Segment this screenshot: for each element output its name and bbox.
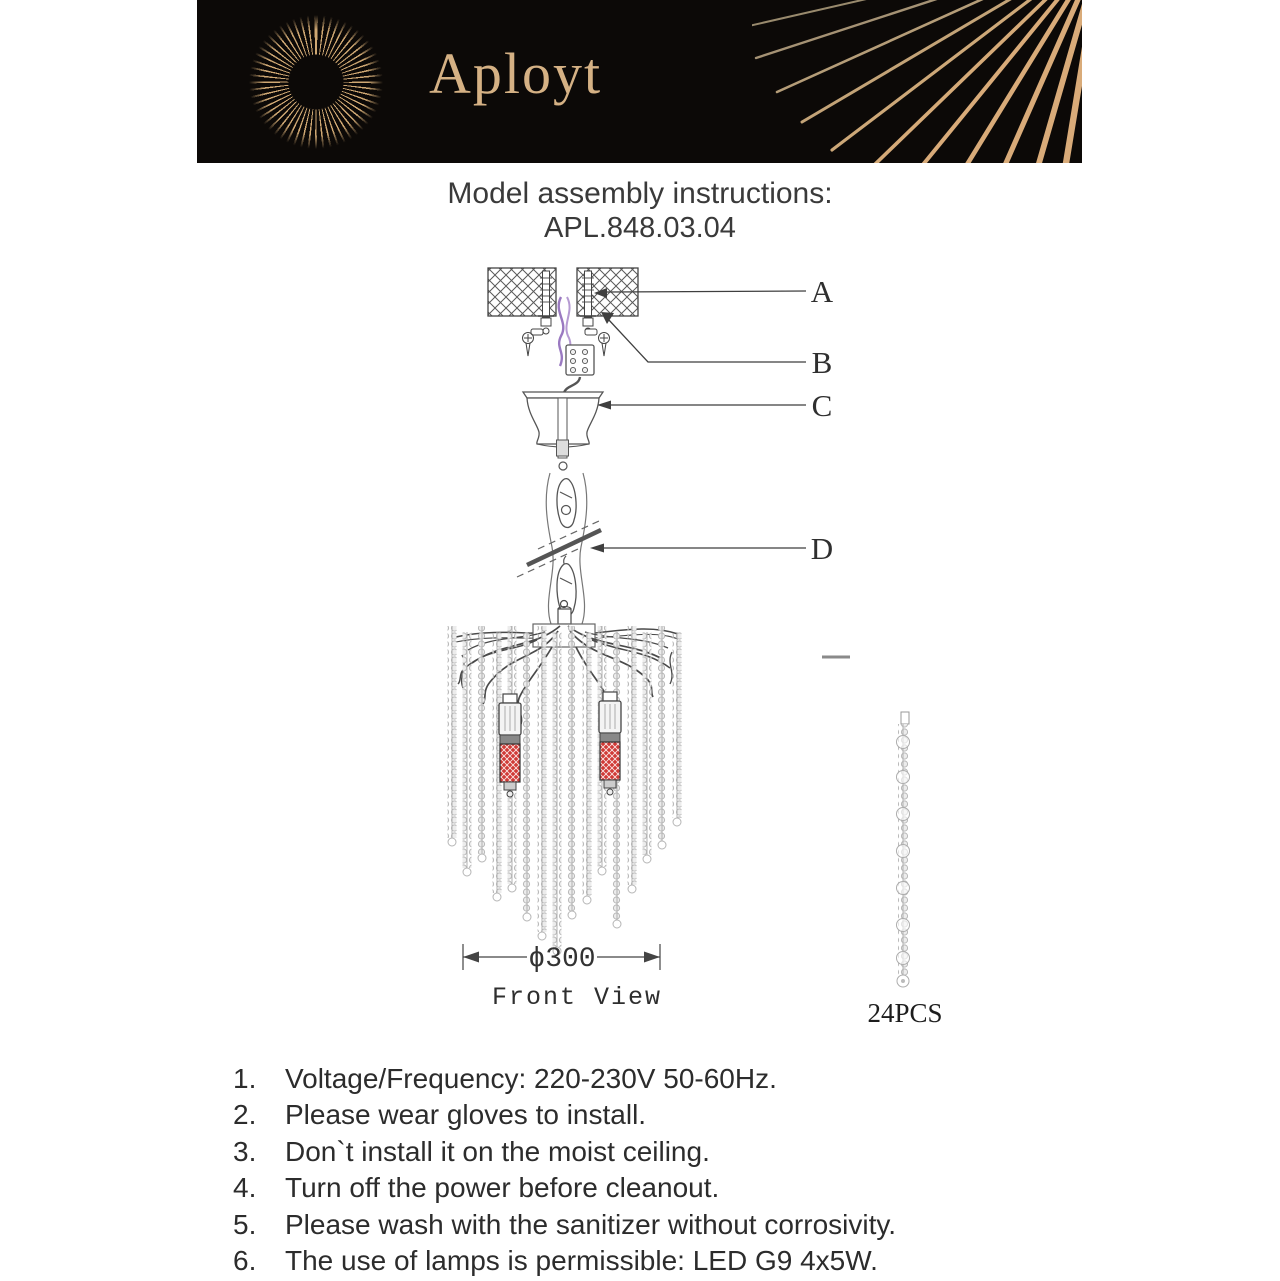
terminal-block-drawing [564,345,594,393]
spare-strand-drawing [822,657,910,987]
list-item-number: 1. [233,1063,257,1094]
callout-leaders [590,288,806,553]
model-number: APL.848.03.04 [544,212,736,244]
list-item [233,1209,1233,1245]
list-item-text: Voltage/Frequency: 220-230V 50-60Hz. [285,1063,777,1094]
list-item [233,1063,1233,1099]
callout-label-a: A [810,274,834,309]
list-item-number: 2. [233,1099,257,1131]
page-title: Model assembly instructions: [447,177,833,210]
list-item-text: Please wear gloves to install. [285,1099,647,1131]
front-view-label: Front View [491,983,663,1012]
brand-name: Aployt [429,41,603,106]
callout-label-d: D [810,531,834,566]
list-item [233,1136,1233,1172]
brand-banner [197,0,1082,163]
canopy-drawing [523,392,603,470]
list-item-number: 6. [233,1244,257,1276]
list-item-number: 5. [233,1208,257,1240]
list-item [233,1099,1233,1135]
list-item-number: 3. [233,1135,257,1167]
instruction-list [233,1063,1233,1281]
callout-label-c: C [811,388,833,423]
list-item-text: Don`t install it on the moist ceiling. [285,1135,710,1167]
list-item-number: 4. [233,1172,257,1204]
callout-label-b: B [811,345,833,380]
pieces-count-label: 24PCS [867,998,943,1028]
starburst-logo-icon [245,11,387,153]
list-item-text: Turn off the power before cleanout. [285,1172,720,1204]
list-item [233,1245,1233,1281]
chain-drawing [517,473,601,624]
title-block [0,176,1280,246]
list-item-text: The use of lamps is permissible: LED G9 4x5W. [285,1244,878,1276]
dimension-label: ϕ300 [528,944,596,975]
crystal-strands-drawing [448,626,682,955]
decorative-rays-icon [752,0,1082,163]
list-item-text: Please wash with the sanitizer without corrosivity. [285,1208,897,1240]
list-item [233,1172,1233,1208]
assembly-diagram [420,258,980,1048]
